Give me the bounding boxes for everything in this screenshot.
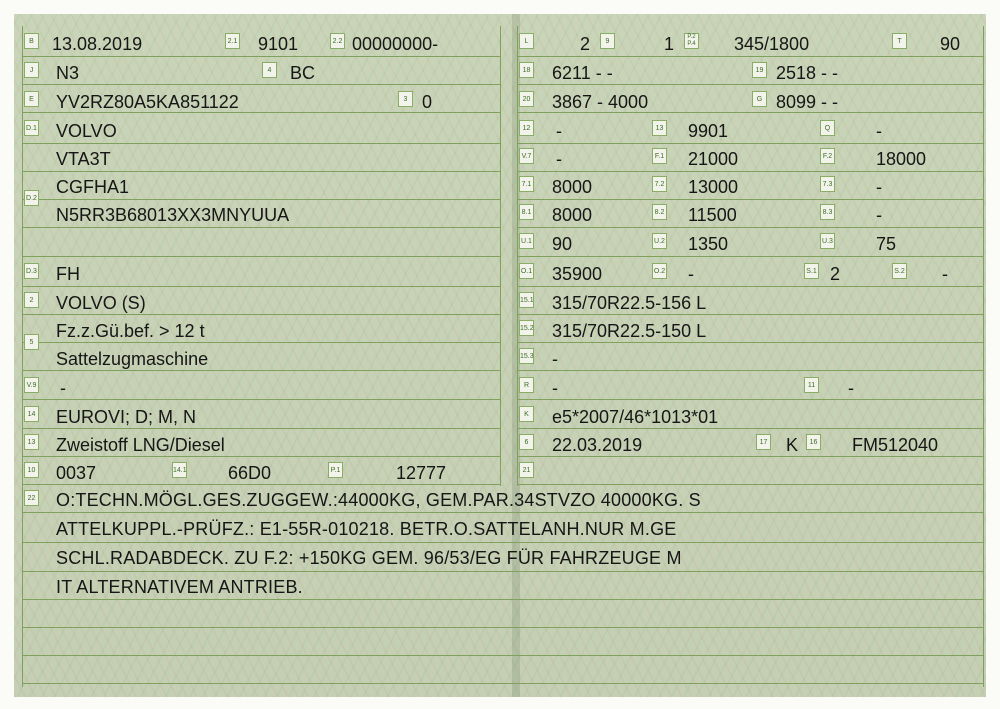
field-b-date: 13.08.2019 bbox=[52, 34, 143, 54]
row-divider bbox=[517, 286, 983, 287]
field-code-5: 5 bbox=[24, 334, 39, 350]
field-code-13r: 13 bbox=[652, 120, 667, 136]
field-code-u1: U.1 bbox=[519, 233, 534, 249]
row-divider bbox=[22, 512, 983, 513]
field-code-o2: O.2 bbox=[652, 263, 667, 279]
field-code-p1: P.1 bbox=[328, 462, 343, 478]
row-divider bbox=[517, 399, 983, 400]
field-v7-value: - bbox=[556, 149, 562, 169]
row-divider bbox=[517, 484, 983, 485]
field-code-b: B bbox=[24, 33, 39, 49]
field-code-k: K bbox=[519, 406, 534, 422]
field-u3-value: 75 bbox=[876, 234, 897, 254]
row-divider bbox=[22, 256, 500, 257]
field-3-value: 0 bbox=[422, 92, 433, 112]
row-divider bbox=[517, 256, 983, 257]
field-code-7-1: 7.1 bbox=[519, 176, 534, 192]
field-5-body-type: Sattelzugmaschine bbox=[56, 349, 209, 369]
field-u1-value: 90 bbox=[552, 234, 573, 254]
field-code-v9: V.9 bbox=[24, 377, 39, 393]
field-code-f2: F.2 bbox=[820, 148, 835, 164]
field-code-15-2: 15.2 bbox=[519, 320, 534, 336]
field-code-6: 6 bbox=[519, 434, 534, 450]
field-r-value: - bbox=[552, 378, 558, 398]
remarks-line: ATTELKUPPL.-PRÜFZ.: E1-55R-010218. BETR.O.SATTELANH.NUR M.GE bbox=[56, 519, 677, 539]
field-d2-version: N5RR3B68013XX3MNYUUA bbox=[56, 205, 290, 225]
field-8-1-value: 8000 bbox=[552, 205, 593, 225]
field-10-value: 0037 bbox=[56, 463, 97, 483]
field-v9-value: - bbox=[60, 378, 66, 398]
field-19-width: 2518 - - bbox=[776, 63, 839, 83]
scan-border-top bbox=[0, 0, 1000, 14]
row-divider bbox=[22, 171, 500, 172]
field-14-emission: EUROVI; D; M, N bbox=[56, 407, 197, 427]
field-p2-power: 345/1800 bbox=[734, 34, 810, 54]
field-e-vin: YV2RZ80A5KA851122 bbox=[56, 92, 239, 112]
row-divider bbox=[517, 56, 983, 57]
field-code-7-2: 7.2 bbox=[652, 176, 667, 192]
row-divider bbox=[22, 84, 500, 85]
field-code-15-3: 15.3 bbox=[519, 348, 534, 364]
field-7-1-value: 8000 bbox=[552, 177, 593, 197]
field-code-o1: O.1 bbox=[519, 263, 534, 279]
field-7-2-value: 13000 bbox=[688, 177, 739, 197]
row-divider bbox=[22, 56, 500, 57]
field-5-category: Fz.z.Gü.bef. > 12 t bbox=[56, 321, 205, 341]
field-15-3-value: - bbox=[552, 349, 558, 369]
field-code-11: 11 bbox=[804, 377, 819, 393]
field-13-value: 9901 bbox=[688, 121, 729, 141]
scan-border-bottom bbox=[0, 697, 1000, 709]
field-l-axles: 2 bbox=[580, 34, 591, 54]
field-code-14-1: 14.1 bbox=[172, 462, 187, 478]
scan-border-left bbox=[0, 0, 14, 709]
field-9-value: 1 bbox=[664, 34, 675, 54]
field-code-f1: F.1 bbox=[652, 148, 667, 164]
row-divider bbox=[517, 199, 983, 200]
row-divider bbox=[22, 428, 500, 429]
row-divider bbox=[22, 227, 500, 228]
field-code-d1: D.1 bbox=[24, 120, 39, 136]
field-code-j: J bbox=[24, 62, 39, 78]
field-t-speed: 90 bbox=[940, 34, 961, 54]
field-code-13: 13 bbox=[24, 434, 39, 450]
field-d1-make: VOLVO bbox=[56, 121, 117, 141]
field-p1-displacement: 12777 bbox=[396, 463, 447, 483]
field-code-8-2: 8.2 bbox=[652, 204, 667, 220]
field-code-12: 12 bbox=[519, 120, 534, 136]
row-divider bbox=[22, 143, 500, 144]
row-divider bbox=[517, 84, 983, 85]
field-code-14: 14 bbox=[24, 406, 39, 422]
field-g-weight: 8099 - - bbox=[776, 92, 839, 112]
field-j-class: N3 bbox=[56, 63, 80, 83]
field-11-value: - bbox=[848, 378, 854, 398]
field-code-u3: U.3 bbox=[820, 233, 835, 249]
field-code-u2: U.2 bbox=[652, 233, 667, 249]
field-code-2-2: 2.2 bbox=[330, 33, 345, 49]
row-divider bbox=[517, 342, 983, 343]
field-code-d3: D.3 bbox=[24, 263, 39, 279]
row-divider bbox=[22, 286, 500, 287]
field-code-2-1: 2.1 bbox=[225, 33, 240, 49]
field-20-height: 3867 - 4000 bbox=[552, 92, 649, 112]
row-divider bbox=[22, 399, 500, 400]
field-code-d2: D.2 bbox=[24, 190, 39, 206]
row-divider bbox=[22, 370, 500, 371]
column-divider bbox=[500, 26, 501, 486]
field-code-s1: S.1 bbox=[804, 263, 819, 279]
field-code-20: 20 bbox=[519, 91, 534, 107]
row-divider bbox=[517, 143, 983, 144]
field-code-4: 4 bbox=[262, 62, 277, 78]
field-17-value: K bbox=[786, 435, 799, 455]
field-code-10: 10 bbox=[24, 462, 39, 478]
field-code-s2: S.2 bbox=[892, 263, 907, 279]
field-15-2-tyres: 315/70R22.5-150 L bbox=[552, 321, 707, 341]
field-18-length: 6211 - - bbox=[552, 63, 613, 83]
field-code-8-3: 8.3 bbox=[820, 204, 835, 220]
row-divider bbox=[22, 571, 983, 572]
row-divider bbox=[22, 484, 500, 485]
field-code-v7: V.7 bbox=[519, 148, 534, 164]
field-d2-variant: CGFHA1 bbox=[56, 177, 130, 197]
field-13-fuel: Zweistoff LNG/Diesel bbox=[56, 435, 225, 455]
field-code-3: 3 bbox=[398, 91, 413, 107]
field-k-approval: e5*2007/46*1013*01 bbox=[552, 407, 719, 427]
row-divider bbox=[517, 456, 983, 457]
field-s1-seats: 2 bbox=[830, 264, 841, 284]
row-divider bbox=[517, 314, 983, 315]
field-code-21: 21 bbox=[519, 462, 534, 478]
field-code-17: 17 bbox=[756, 434, 771, 450]
row-divider bbox=[22, 456, 500, 457]
remarks-line: IT ALTERNATIVEM ANTRIEB. bbox=[56, 577, 303, 597]
row-divider bbox=[517, 227, 983, 228]
row-divider bbox=[517, 171, 983, 172]
field-code-9: 9 bbox=[600, 33, 615, 49]
field-f1-max-mass: 21000 bbox=[688, 149, 739, 169]
remarks-line: O:TECHN.MÖGL.GES.ZUGGEW.:44000KG, GEM.PAR.34STVZO 40000KG. S bbox=[56, 490, 701, 510]
field-2-manufacturer: VOLVO (S) bbox=[56, 293, 146, 313]
field-code-7-3: 7.3 bbox=[820, 176, 835, 192]
column-divider bbox=[983, 26, 984, 687]
field-code-8-1: 8.1 bbox=[519, 204, 534, 220]
field-6-date: 22.03.2019 bbox=[552, 435, 643, 455]
field-u2-value: 1350 bbox=[688, 234, 729, 254]
row-divider bbox=[22, 655, 983, 656]
field-15-1-tyres: 315/70R22.5-156 L bbox=[552, 293, 707, 313]
field-7-3-value: - bbox=[876, 177, 882, 197]
field-code-15-1: 15.1 bbox=[519, 292, 534, 308]
column-divider bbox=[517, 26, 518, 486]
field-8-3-value: - bbox=[876, 205, 882, 225]
field-code-q: Q bbox=[820, 120, 835, 136]
field-code-g: G bbox=[752, 91, 767, 107]
field-code-2: 2 bbox=[24, 292, 39, 308]
field-code-16: 16 bbox=[806, 434, 821, 450]
field-d2-type: VTA3T bbox=[56, 149, 111, 169]
field-14-1-value: 66D0 bbox=[228, 463, 272, 483]
scan-border-right bbox=[986, 0, 1000, 709]
field-code-22: 22 bbox=[24, 490, 39, 506]
field-code-18: 18 bbox=[519, 62, 534, 78]
row-divider bbox=[22, 599, 983, 600]
row-divider bbox=[22, 627, 983, 628]
row-divider bbox=[517, 428, 983, 429]
field-12-value: - bbox=[556, 121, 562, 141]
row-divider bbox=[22, 542, 983, 543]
field-d3-model: FH bbox=[56, 264, 80, 284]
column-divider bbox=[22, 26, 23, 687]
field-2-1-value: 9101 bbox=[258, 34, 299, 54]
row-divider bbox=[517, 370, 983, 371]
field-code-e: E bbox=[24, 91, 39, 107]
row-divider bbox=[22, 342, 500, 343]
field-code-p2-p4: P.2 P.4 bbox=[684, 33, 699, 49]
row-divider bbox=[22, 314, 500, 315]
field-16-document-number: FM512040 bbox=[852, 435, 939, 455]
field-2-2-value: 00000000- bbox=[352, 34, 439, 54]
remarks-line: SCHL.RADABDECK. ZU F.2: +150KG GEM. 96/53/EG FÜR FAHRZEUGE M bbox=[56, 548, 682, 568]
field-s2-value: - bbox=[942, 264, 948, 284]
field-code-r: R bbox=[519, 377, 534, 393]
field-code-t: T bbox=[892, 33, 907, 49]
field-q-value: - bbox=[876, 121, 882, 141]
field-code-l: L bbox=[519, 33, 534, 49]
field-f2-permitted-mass: 18000 bbox=[876, 149, 927, 169]
field-code-19: 19 bbox=[752, 62, 767, 78]
row-divider bbox=[22, 683, 983, 684]
field-4-body: BC bbox=[290, 63, 316, 83]
field-o1-trailer-load: 35900 bbox=[552, 264, 603, 284]
field-8-2-value: 11500 bbox=[688, 205, 737, 225]
field-o2-value: - bbox=[688, 264, 694, 284]
row-divider bbox=[22, 199, 500, 200]
